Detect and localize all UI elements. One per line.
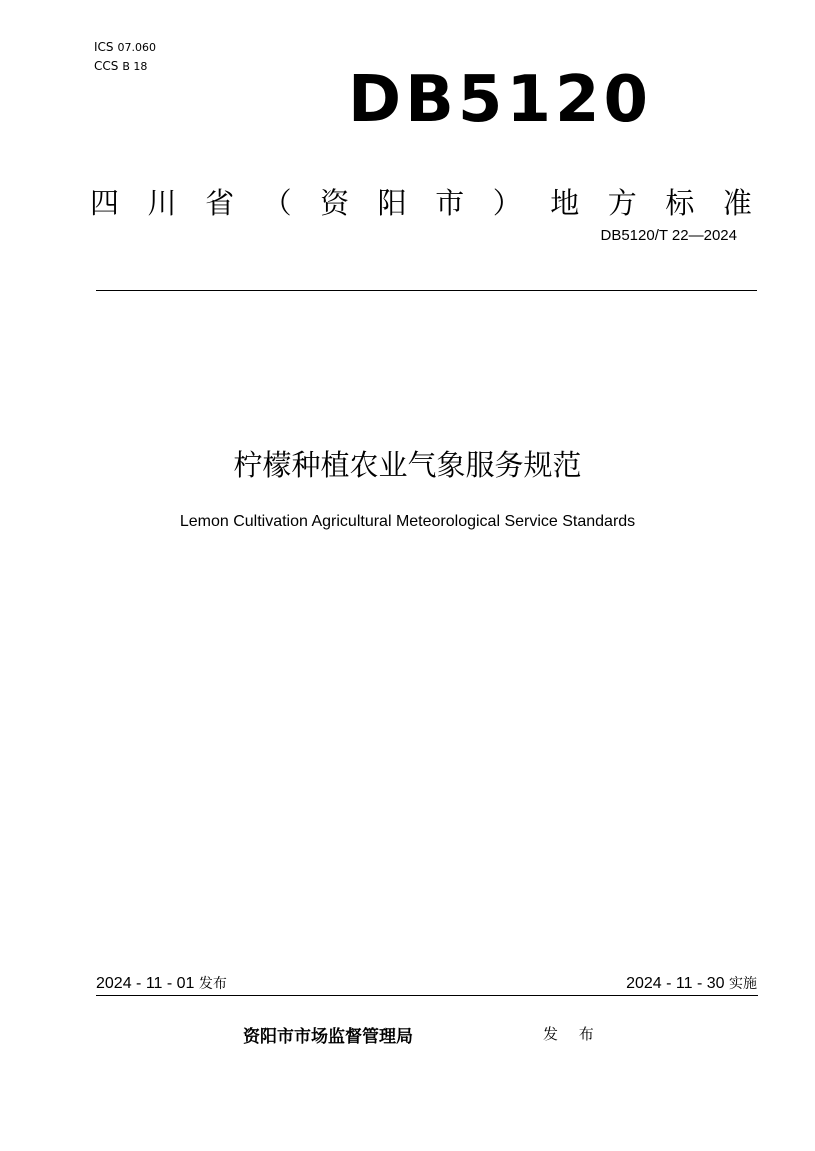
standard-type-char: 资 [320,186,350,220]
ics-value: 07.060 [117,41,157,54]
release-date: 2024 - 11 - 01 [96,975,195,992]
standard-type-char: 标 [665,186,695,220]
issuing-authority: 资阳市市场监督管理局 [243,1027,413,1047]
effective-label: 实施 [729,976,757,992]
document-title-chinese: 柠檬种植农业气象服务规范 [233,448,582,482]
classification-codes [94,38,156,76]
effective-date: 2024 - 11 - 30 [626,975,725,992]
release-label: 发布 [198,976,227,992]
standard-type-char: 市 [435,186,465,220]
ics-label: ICS [94,40,114,54]
standard-code: DB5120/T 22—2024 [600,227,737,244]
ccs-line [94,57,156,76]
effective-date-block [626,973,757,993]
top-divider [96,290,757,291]
ccs-value: B 18 [122,60,148,73]
standard-prefix-logo: DB5120 [348,63,653,137]
ics-line [94,38,156,57]
standard-type-char: ） [492,186,522,220]
standard-type-char: 地 [550,186,580,220]
standard-type-char: 准 [722,186,752,220]
bottom-divider [96,995,758,996]
document-title-english: Lemon Cultivation Agricultural Meteorological Service Standards [179,513,636,530]
standard-type-char: 四 [90,186,120,220]
standard-type-char: 方 [607,186,637,220]
standard-type-char: 川 [147,186,177,220]
issue-label: 发 布 [543,1025,602,1043]
standard-type-char: （ [262,186,292,220]
release-date-block [96,973,227,993]
ccs-label: CCS [94,59,119,73]
standard-type-heading [90,185,752,221]
standard-type-char: 省 [205,186,235,220]
standard-type-char: 阳 [377,186,407,220]
